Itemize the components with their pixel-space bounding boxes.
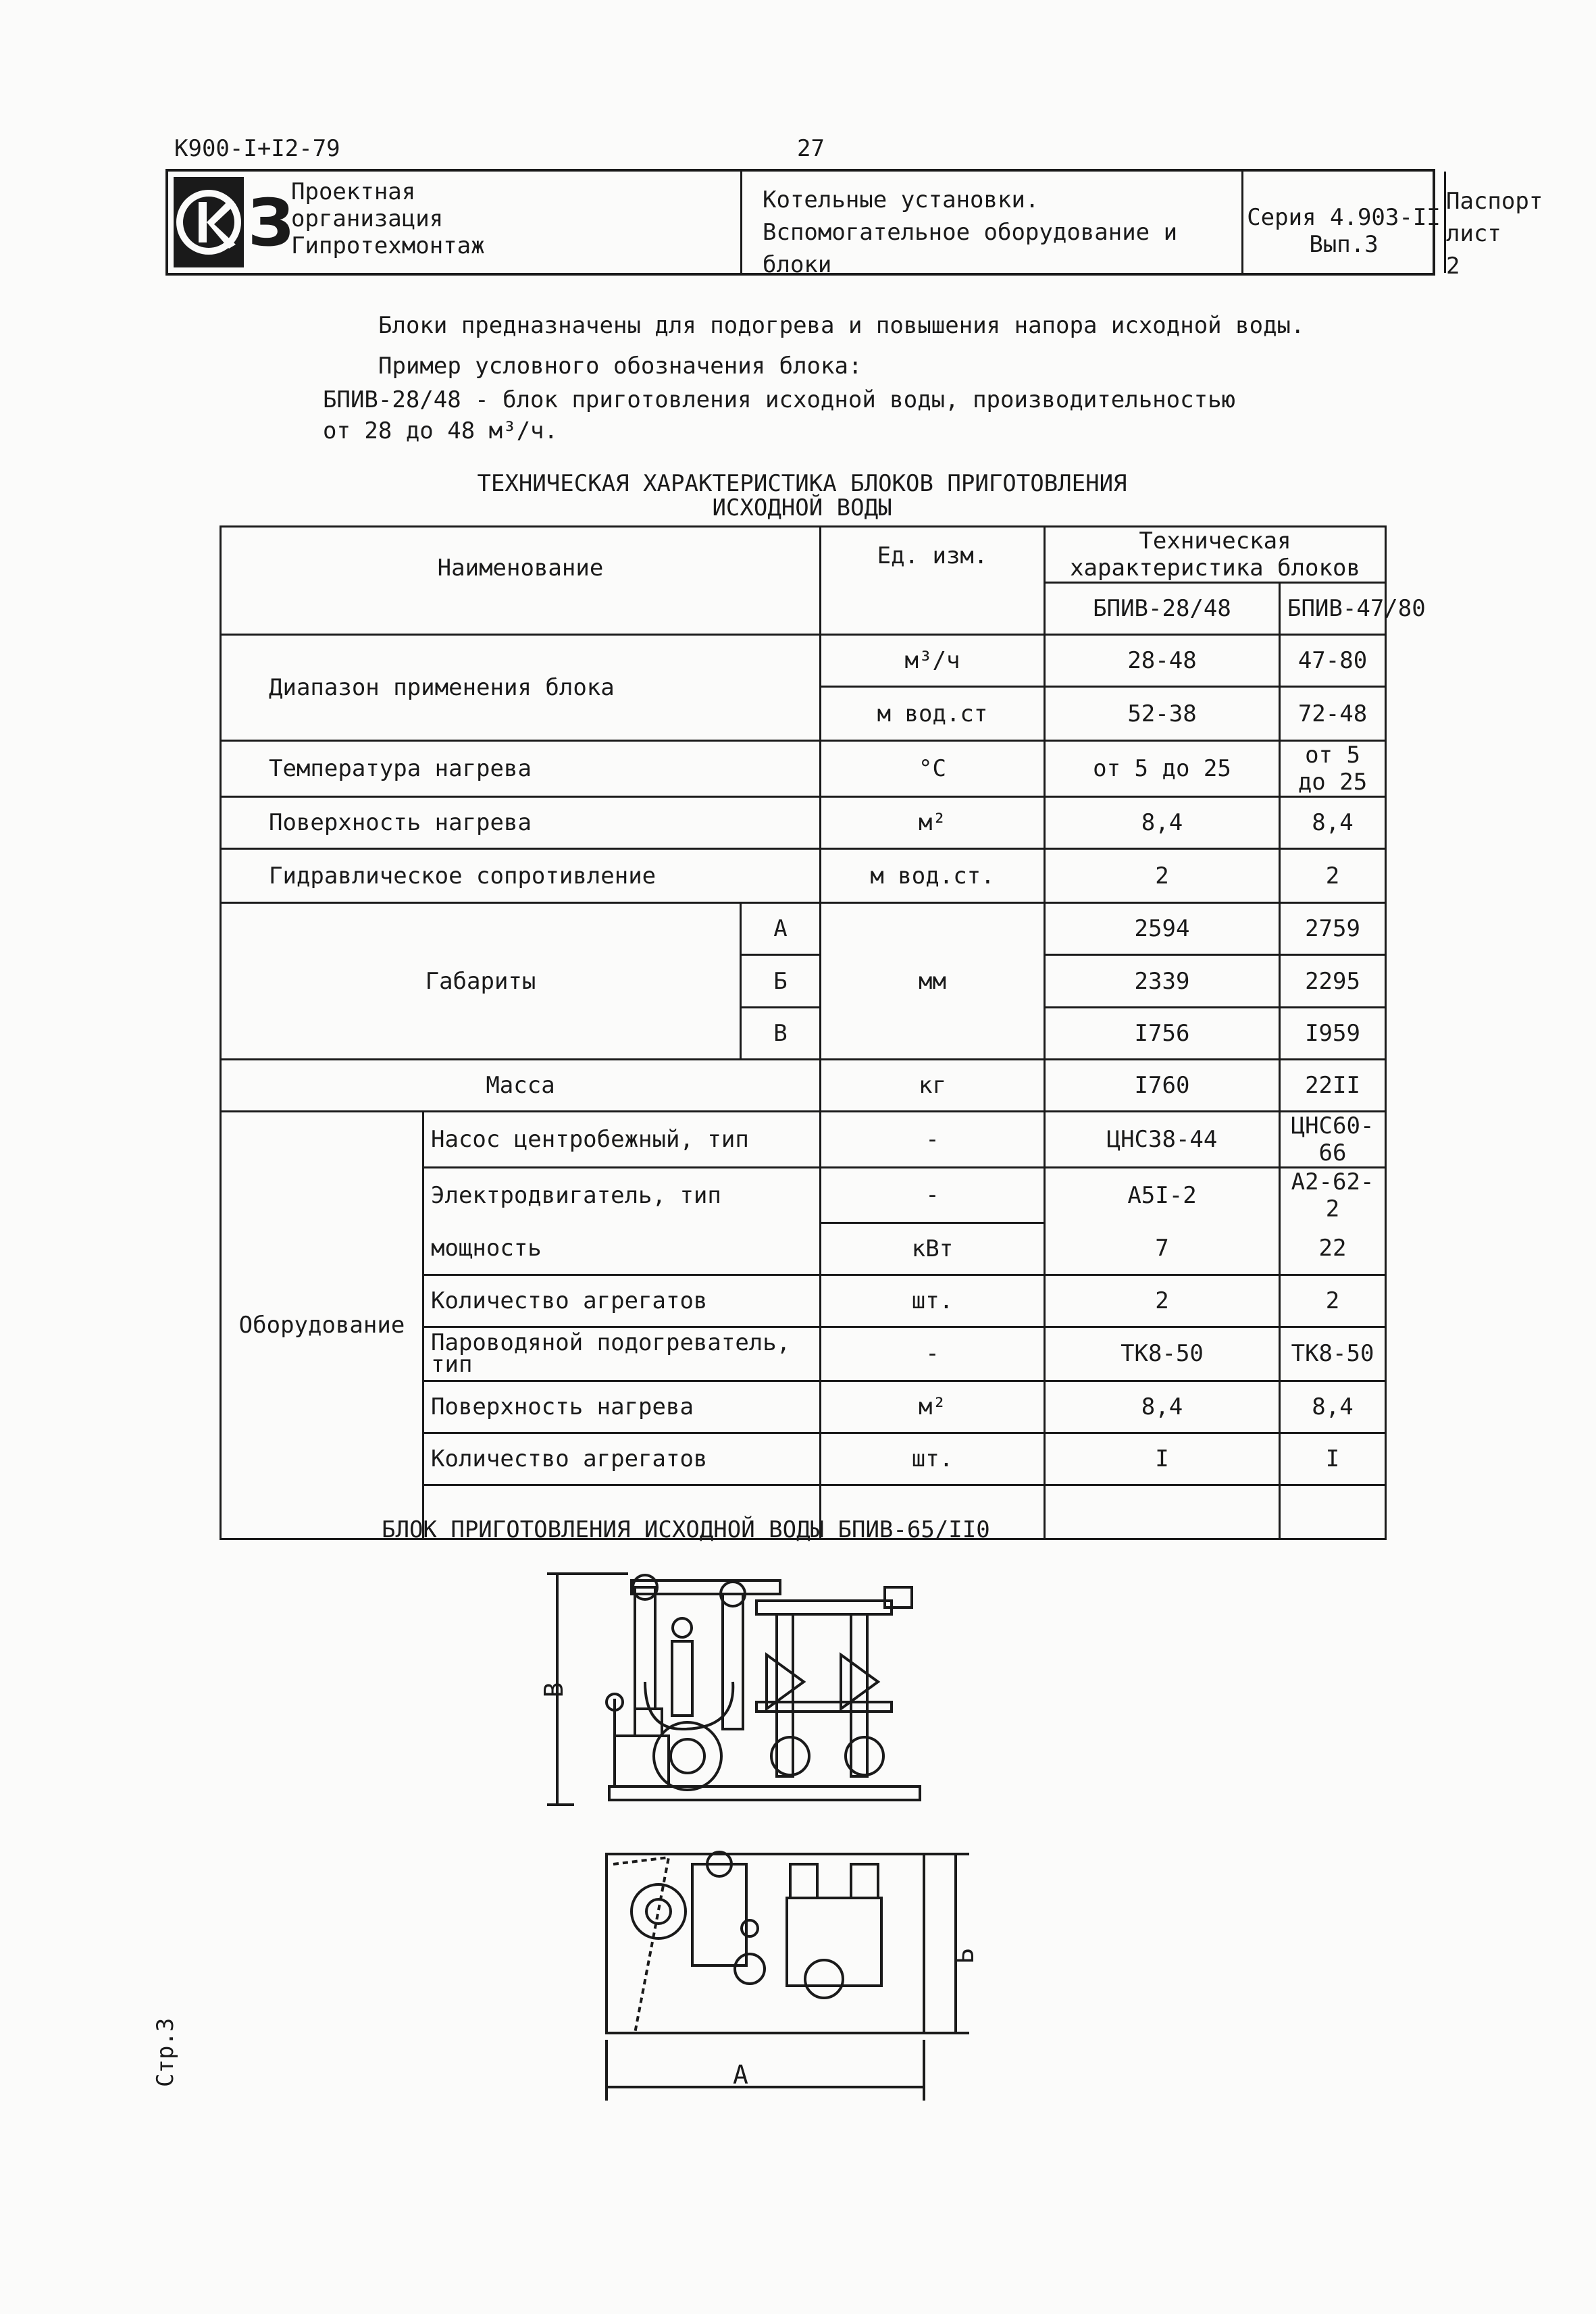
table-cell: 8,4 [1045,797,1280,849]
mass-unit: кг [821,1060,1045,1112]
example-title: Пример условного обозначения блока: [378,353,863,380]
equip-name: Поверхность нагрева [423,1381,821,1433]
table-cell: 2 [1280,849,1386,903]
table-cell: 7 [1045,1223,1280,1275]
dim-label-depth: Б [950,1948,979,1964]
equip-unit: - [821,1112,1045,1168]
empty-cell [1045,1485,1280,1539]
title-cell [742,172,1243,278]
range-unit-1: м³/ч [821,635,1045,687]
equip-unit: м² [821,1381,1045,1433]
surf-unit: м² [821,797,1045,849]
table-title [220,471,1385,520]
table-cell: 2295 [1280,955,1386,1008]
dims-label: Габариты [221,903,741,1060]
title-line-2: Вспомогательное оборудование и блоки [763,219,1178,278]
plan-view-frame [607,1854,924,2033]
table-cell: ТК8-50 [1045,1327,1280,1381]
table-title-line-1: ТЕХНИЧЕСКАЯ ХАРАКТЕРИСТИКА БЛОКОВ ПРИГОТОВЛЕНИЯ [477,470,1127,497]
series-cell [1243,172,1446,273]
equip-name: Количество агрегатов [423,1433,821,1485]
block-drawing [534,1547,993,2121]
equip-unit: кВт [821,1223,1045,1275]
equip-unit: шт. [821,1433,1045,1485]
table-cell: 72-48 [1280,687,1386,741]
example-line-2: от 28 до 48 м³/ч. [323,417,558,444]
equip-unit: - [821,1168,1045,1223]
range-unit-2: м вод.ст [821,687,1045,741]
dim-label-width: А [733,2060,748,2090]
logo-letter: З [248,185,294,261]
table-cell: 2 [1045,1275,1280,1327]
equip-unit: шт. [821,1275,1045,1327]
table-title-line-2: ИСХОДНОЙ ВОДЫ [712,494,892,521]
table-cell: 28-48 [1045,635,1280,687]
document-code: К900-I+I2-79 [174,135,340,162]
org-line-1: Проектная [291,178,416,205]
title-block: З Проектная организация Гипротехмонтаж Котельные установки. Вспомогательное оборудование и блоки Серия 4.903-II Вып.3 Паспорт лист 2 [165,169,1435,276]
table-cell: ЦНС38-44 [1045,1112,1280,1168]
table-cell: 8,4 [1280,797,1386,849]
table-cell: от 5 до 25 [1045,741,1280,797]
series-line-1: Серия 4.903-II [1247,204,1441,231]
series-line-2: Вып.3 [1309,231,1379,258]
dims-unit: мм [821,903,1045,1060]
head-group: Техническая характеристика блоков [1045,527,1386,583]
head-unit: Ед. изм. [821,527,1045,635]
table-cell: 2339 [1045,955,1280,1008]
table-cell: ТК8-50 [1280,1327,1386,1381]
side-page-label: Стр.3 [152,2017,179,2087]
pump-volute [654,1722,721,1790]
hydr-unit: м вод.ст. [821,849,1045,903]
table-cell: А5I-2 [1045,1168,1280,1223]
dims-letter: В [741,1008,821,1060]
logo [168,172,294,273]
table-cell: 22 [1280,1223,1386,1275]
equip-name: Насос центробежный, тип [423,1112,821,1168]
table-cell: А2-62-2 [1280,1168,1386,1223]
table-cell: 2759 [1280,903,1386,955]
table-cell: 2 [1280,1275,1386,1327]
page-number: 27 [797,135,825,162]
equip-name: Электродвигатель, тип [423,1168,821,1223]
head-name: Наименование [221,527,821,635]
org-line-2: организация [291,205,444,232]
table-cell: от 5 до 25 [1280,741,1386,797]
equip-unit: - [821,1327,1045,1381]
mass-label: Масса [221,1060,821,1112]
table-cell: I [1280,1433,1386,1485]
table-cell: I959 [1280,1008,1386,1060]
temp-label: Температура нагрева [221,741,821,797]
drawing-title: БЛОК ПРИГОТОВЛЕНИЯ ИСХОДНОЙ ВОДЫ БПИВ-65/II0 [382,1516,990,1543]
equip-name: мощность [423,1223,821,1275]
equip-name: Количество агрегатов [423,1275,821,1327]
equip-name: Пароводяной подогреватель, тип [423,1327,821,1381]
range-label: Диапазон применения блока [221,635,821,741]
hydr-label: Гидравлическое сопротивление [221,849,821,903]
title-line-1: Котельные установки. [763,186,1039,213]
head-col-2: БПИВ-47/80 [1280,583,1386,635]
table-cell: 2594 [1045,903,1280,955]
head-col-1: БПИВ-28/48 [1045,583,1280,635]
table-cell: 8,4 [1045,1381,1280,1433]
table-cell: I [1045,1433,1280,1485]
org-line-3: Гипротехмонтаж [291,232,485,259]
table-cell: ЦНС60-66 [1280,1112,1386,1168]
table-cell: I760 [1045,1060,1280,1112]
purpose-text: Блоки предназначены для подогрева и повышения напора исходной воды. [378,312,1305,339]
empty-cell [1280,1485,1386,1539]
table-cell: 2 [1045,849,1280,903]
dim-label-height: В [539,1682,569,1698]
table-cell: 8,4 [1280,1381,1386,1433]
base-frame [609,1786,920,1800]
org-cell [283,172,742,273]
surf-label: Поверхность нагрева [221,797,821,849]
dims-letter: А [741,903,821,955]
table-cell: 52-38 [1045,687,1280,741]
dims-letter: Б [741,955,821,1008]
example-line-1: БПИВ-28/48 - блок приготовления исходной воды, производительностью [323,386,1236,413]
characteristics-table [220,525,1426,1540]
table-cell: I756 [1045,1008,1280,1060]
equip-label: Оборудование [221,1112,423,1539]
temp-unit: °С [821,741,1045,797]
table-cell: 47-80 [1280,635,1386,687]
table-cell: 22II [1280,1060,1386,1112]
